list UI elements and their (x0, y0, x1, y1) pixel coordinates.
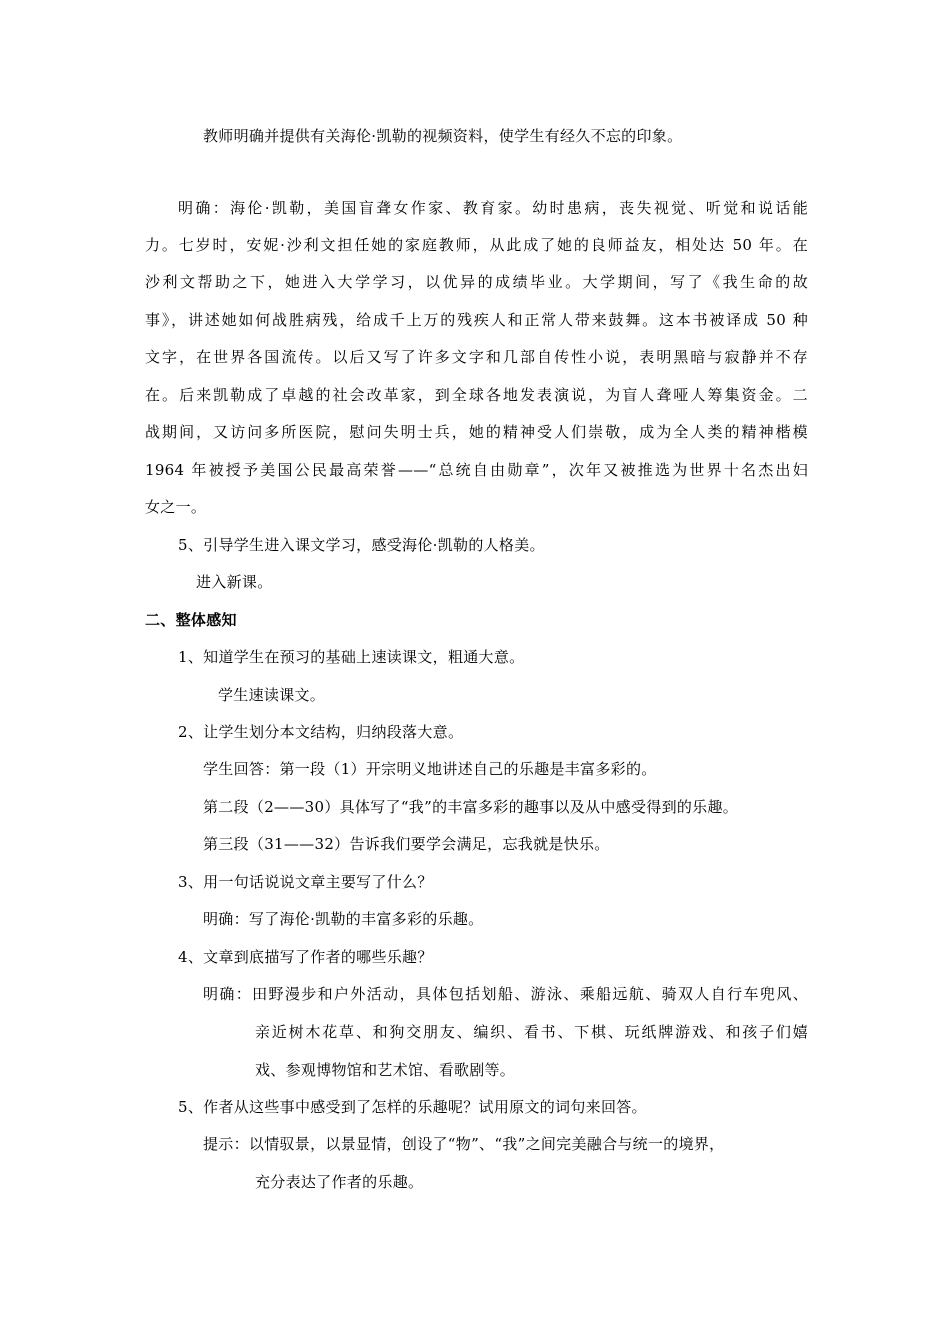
question-4: 4、文章到底描写了作者的哪些乐趣？ (178, 948, 433, 966)
section-title: 二、整体感知 (145, 611, 237, 629)
answer-4-line: 戏、参观博物馆和艺术馆、看歌剧等。 (255, 1061, 516, 1079)
bio-line: 沙利文帮助之下，她进入大学学习，以优异的成绩毕业。大学期间，写了《我生命的故 (145, 273, 808, 291)
answer-2-line: 第三段（31——32）告诉我们要学会满足，忘我就是快乐。 (203, 835, 610, 853)
enter-lesson: 进入新课。 (196, 573, 273, 591)
bio-line: 在。后来凯勒成了卓越的社会改革家，到全球各地发表演说，为盲人聋哑人筹集资金。二 (145, 386, 808, 404)
answer-4-line: 亲近树木花草、和狗交朋友、编织、看书、下棋、玩纸牌游戏、和孩子们嬉 (255, 1023, 808, 1041)
question-3: 3、用一句话说说文章主要写了什么？ (178, 873, 433, 891)
answer-5-line: 充分表达了作者的乐趣。 (255, 1173, 424, 1191)
question-5: 5、作者从这些事中感受到了怎样的乐趣呢？试用原文的词句来回答。 (178, 1098, 647, 1116)
answer-2-line: 第二段（2——30）具体写了“我”的丰富多彩的趣事以及从中感受得到的乐趣。 (203, 798, 739, 816)
answer-1: 学生速读课文。 (218, 686, 326, 704)
bio-line: 力。七岁时，安妮·沙利文担任她的家庭教师，从此成了她的良师益友，相处达 50 年。在 (145, 236, 808, 254)
answer-5-line: 提示：以情驭景，以景显情，创设了“物”、“我”之间完美融合与统一的境界， (203, 1135, 725, 1153)
answer-3: 明确：写了海伦·凯勒的丰富多彩的乐趣。 (203, 910, 484, 928)
bio-line: 事》，讲述她如何战胜病残，给成千上万的残疾人和正常人带来鼓舞。这本书被译成 50 种 (145, 311, 808, 329)
bio-line: 战期间，又访问多所医院，慰问失明士兵，她的精神受人们崇敬，成为全人类的精神楷模 (145, 423, 808, 441)
bio-line: 明确：海伦·凯勒，美国盲聋女作家、教育家。幼时患病，丧失视觉、听觉和说话能 (178, 199, 808, 217)
bio-line: 1964 年被授予美国公民最高荣誉——“总统自由勋章”，次年又被推选为世界十名杰出妇 (145, 461, 808, 479)
answer-4-line: 明确：田野漫步和户外活动，具体包括划船、游泳、乘船远航、骑双人自行车兜风、 (203, 985, 808, 1003)
bio-line: 文字，在世界各国流传。以后又写了许多文字和几部自传性小说，表明黑暗与寂静并不存 (145, 348, 808, 366)
answer-2-line: 学生回答：第一段（1）开宗明义地讲述自己的乐趣是丰富多彩的。 (203, 760, 657, 778)
step-5: 5、引导学生进入课文学习，感受海伦·凯勒的人格美。 (178, 536, 545, 554)
question-2: 2、让学生划分本文结构，归纳段落大意。 (178, 723, 464, 741)
bio-line: 女之一。 (145, 498, 207, 516)
question-1: 1、知道学生在预习的基础上速读课文，粗通大意。 (178, 648, 525, 666)
intro-paragraph: 教师明确并提供有关海伦·凯勒的视频资料，使学生有经久不忘的印象。 (203, 127, 683, 145)
